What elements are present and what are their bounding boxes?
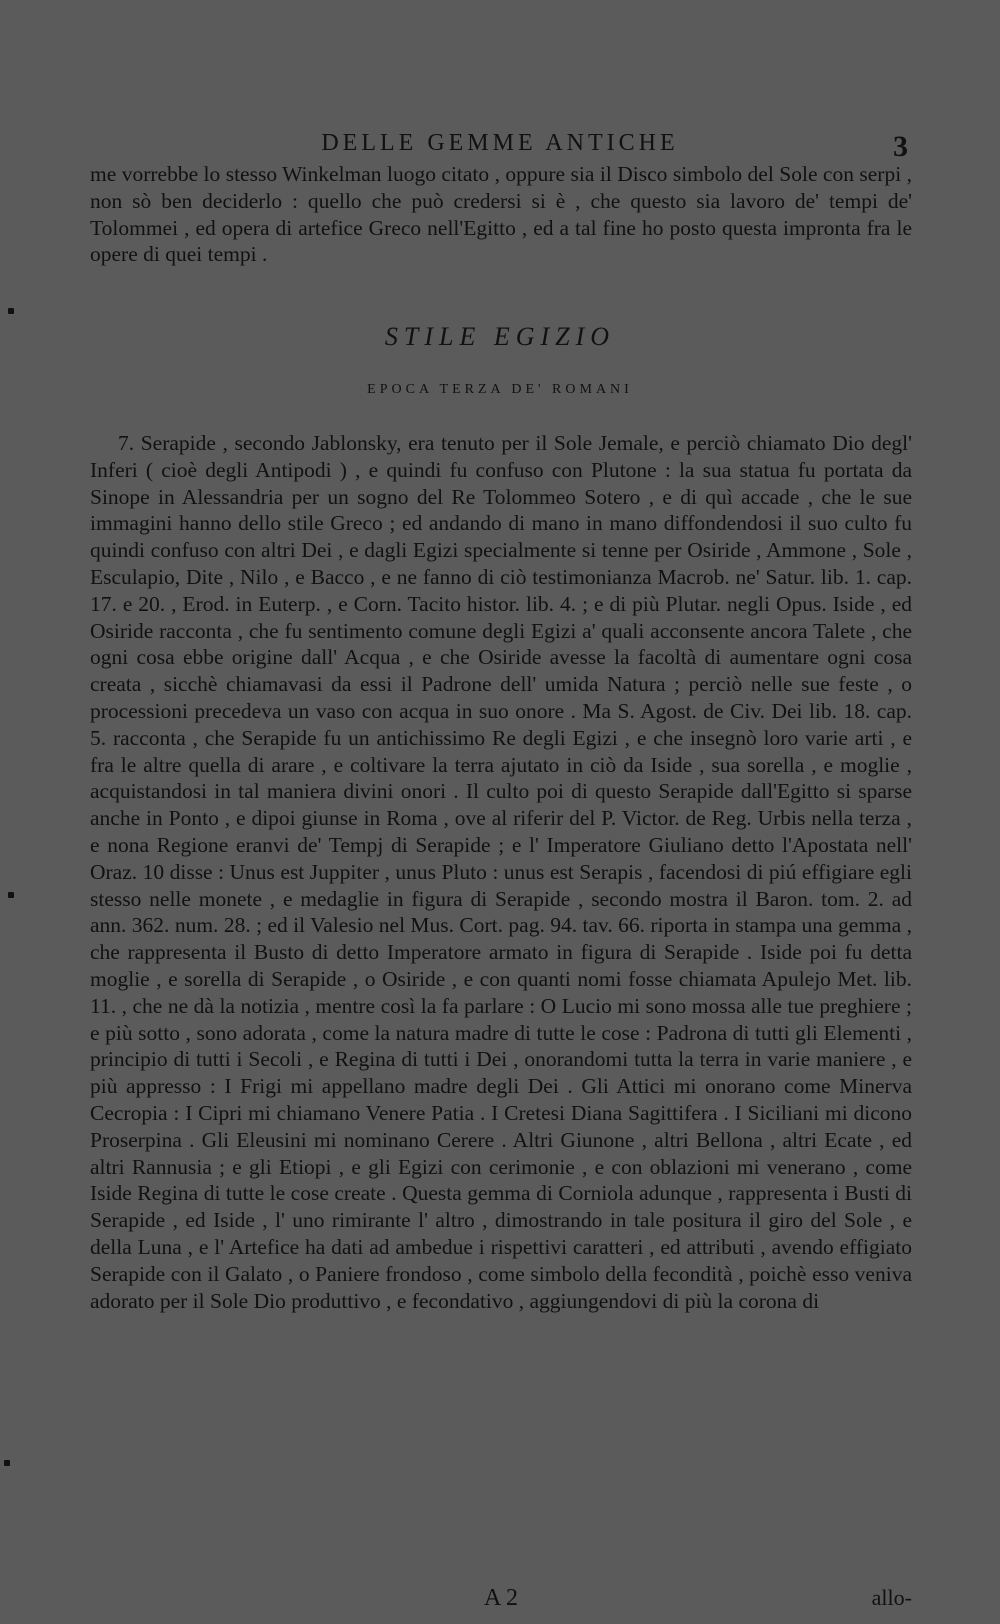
running-title: DELLE GEMME ANTICHE xyxy=(321,130,679,156)
catchword: allo- xyxy=(871,1585,912,1610)
margin-ink-mark xyxy=(8,308,14,314)
signature-mark: A 2 xyxy=(483,1585,518,1611)
margin-ink-mark xyxy=(8,892,14,898)
intro-paragraph: me vorrebbe lo stesso Winkelman luogo citato , oppure sia il Disco simbolo del Sole con serpi , non sò ben deciderlo : quello che può credersi si è , che questo sia lavoro de' tempi de' Tolommei , ed opera di artefice Greco nell'Egitto , ed a tal fine ho posto questa impronta fra le opere di quei tempi . xyxy=(90,162,912,267)
page-header xyxy=(0,126,1000,163)
page-footer xyxy=(90,1585,912,1615)
main-paragraph: 7. Serapide , secondo Jablonsky, era tenuto per il Sole Jemale, e perciò chiamato Dio degl' Inferi ( cioè degli Antipodi ) , e quindi fu confuso con Plutone : la sua statua fu portata da Sinope in Alessandria per un sogno del Re Tolommeo Sotero , e di quì accade , che le sue immagini hanno dello stile Greco ; ed andando di mano in mano diffondendosi il suo culto fu quindi confuso con altri Dei , e dagli Egizi specialmente si tenne per Osiride , Ammone , Sole , Esculapio, Dite , Nilo , e Bacco , e ne fanno di ciò testimonianza Macrob. ne' Satur. lib. 1. cap. 17. e 20. , Erod. in Euterp. , e Corn. Tacito histor. lib. 4. ; e di più Plutar. negli Opus. Iside , ed Osiride racconta , che fu sentimento comune degli Egizi a' quali acconsente ancora Talete , che ogni cosa ebbe origine dall' Acqua , e che Osiride avesse la facoltà di aumentare ogni cosa creata , sicchè chiamavasi da essi il Padrone dell' umida Natura ; perciò nelle sue feste , o processioni precedeva un vaso con acqua in suo onore . Ma S. Agost. de Civ. Dei lib. 18. cap. 5. racconta , che Serapide fu un antichissimo Re degli Egizi , e che insegnò loro varie arti , e fra le altre quella di arare , e coltivare la terra ajutato in ciò da Iside , sua sorella , e moglie , acquistandosi in tal maniera divini onori . Il culto poi di questo Serapide dall'Egitto si sparse anche in Ponto , e dipoi giunse in Roma , ove al riferir del P. Victor. de Reg. Urbis nella terza , e nona Regione eranvi de' Tempj di Serapide ; e l' Imperatore Giuliano detto l'Apostata nell' Oraz. 10 disse : Unus est Juppiter , unus Pluto : unus est Serapis , facendosi di piú effigiare egli stesso nelle monete , e medaglie in figura di Serapide , secondo mostra il Baron. tom. 2. ad ann. 362. num. 28. ; ed il Valesio nel Mus. Cort. pag. 94. tav. 66. riporta in stampa una gemma , che rappresenta il Busto di detto Imperatore armato in figura di Serapide . Iside poi fu detta moglie , e sorella di Serapide , o Osiride , e con quanti nomi fosse chiamata Apulejo Met. lib. 11. , che ne dà la notizia , mentre così la fa parlare : O Lucio mi sono mossa alle tue preghiere ; e più sotto , sono adorata , come la natura madre di tutte le cose : Padrona di tutti gli Elementi , principio di tutti i Secoli , e Regina di tutti i Dei , onorandomi tutta la terra in varie maniere , e più appresso : I Frigi mi appellano madre degli Dei . Gli Attici mi onorano come Minerva Cecropia : I Cipri mi chiamano Venere Patia . I Cretesi Diana Sagittifera . I Siciliani mi dicono Proserpina . Gli Eleusini mi nominano Cerere . Altri Giunone , altri Bellona , altri Ecate , ed altri Rannusia ; e gli Etiopi , e gli Egizi con cerimonie , e con oblazioni mi venerano , come Iside Regina di tutte le cose create . Questa gemma di Corniola adunque , rappresenta i Busti di Serapide , ed Iside , l' uno rimirante l' altro , dimostrando in tale positura il giro del Sole , e della Luna , e l' Artefice ha dati ad ambedue i rispettivi caratteri , ed attributi , avendo effigiato Serapide con il Galato , o Paniere frondoso , come simbolo della fecondità , poichè esso veniva adorato per il Sole Dio produttivo , e fecondativo , aggiungendovi di più la corona di xyxy=(90,431,912,1313)
page-number: 3 xyxy=(893,130,908,163)
margin-ink-mark xyxy=(4,1460,10,1466)
section-title: STILE EGIZIO xyxy=(384,322,616,351)
section-subtitle: EPOCA TERZA DE' ROMANI xyxy=(367,382,633,397)
